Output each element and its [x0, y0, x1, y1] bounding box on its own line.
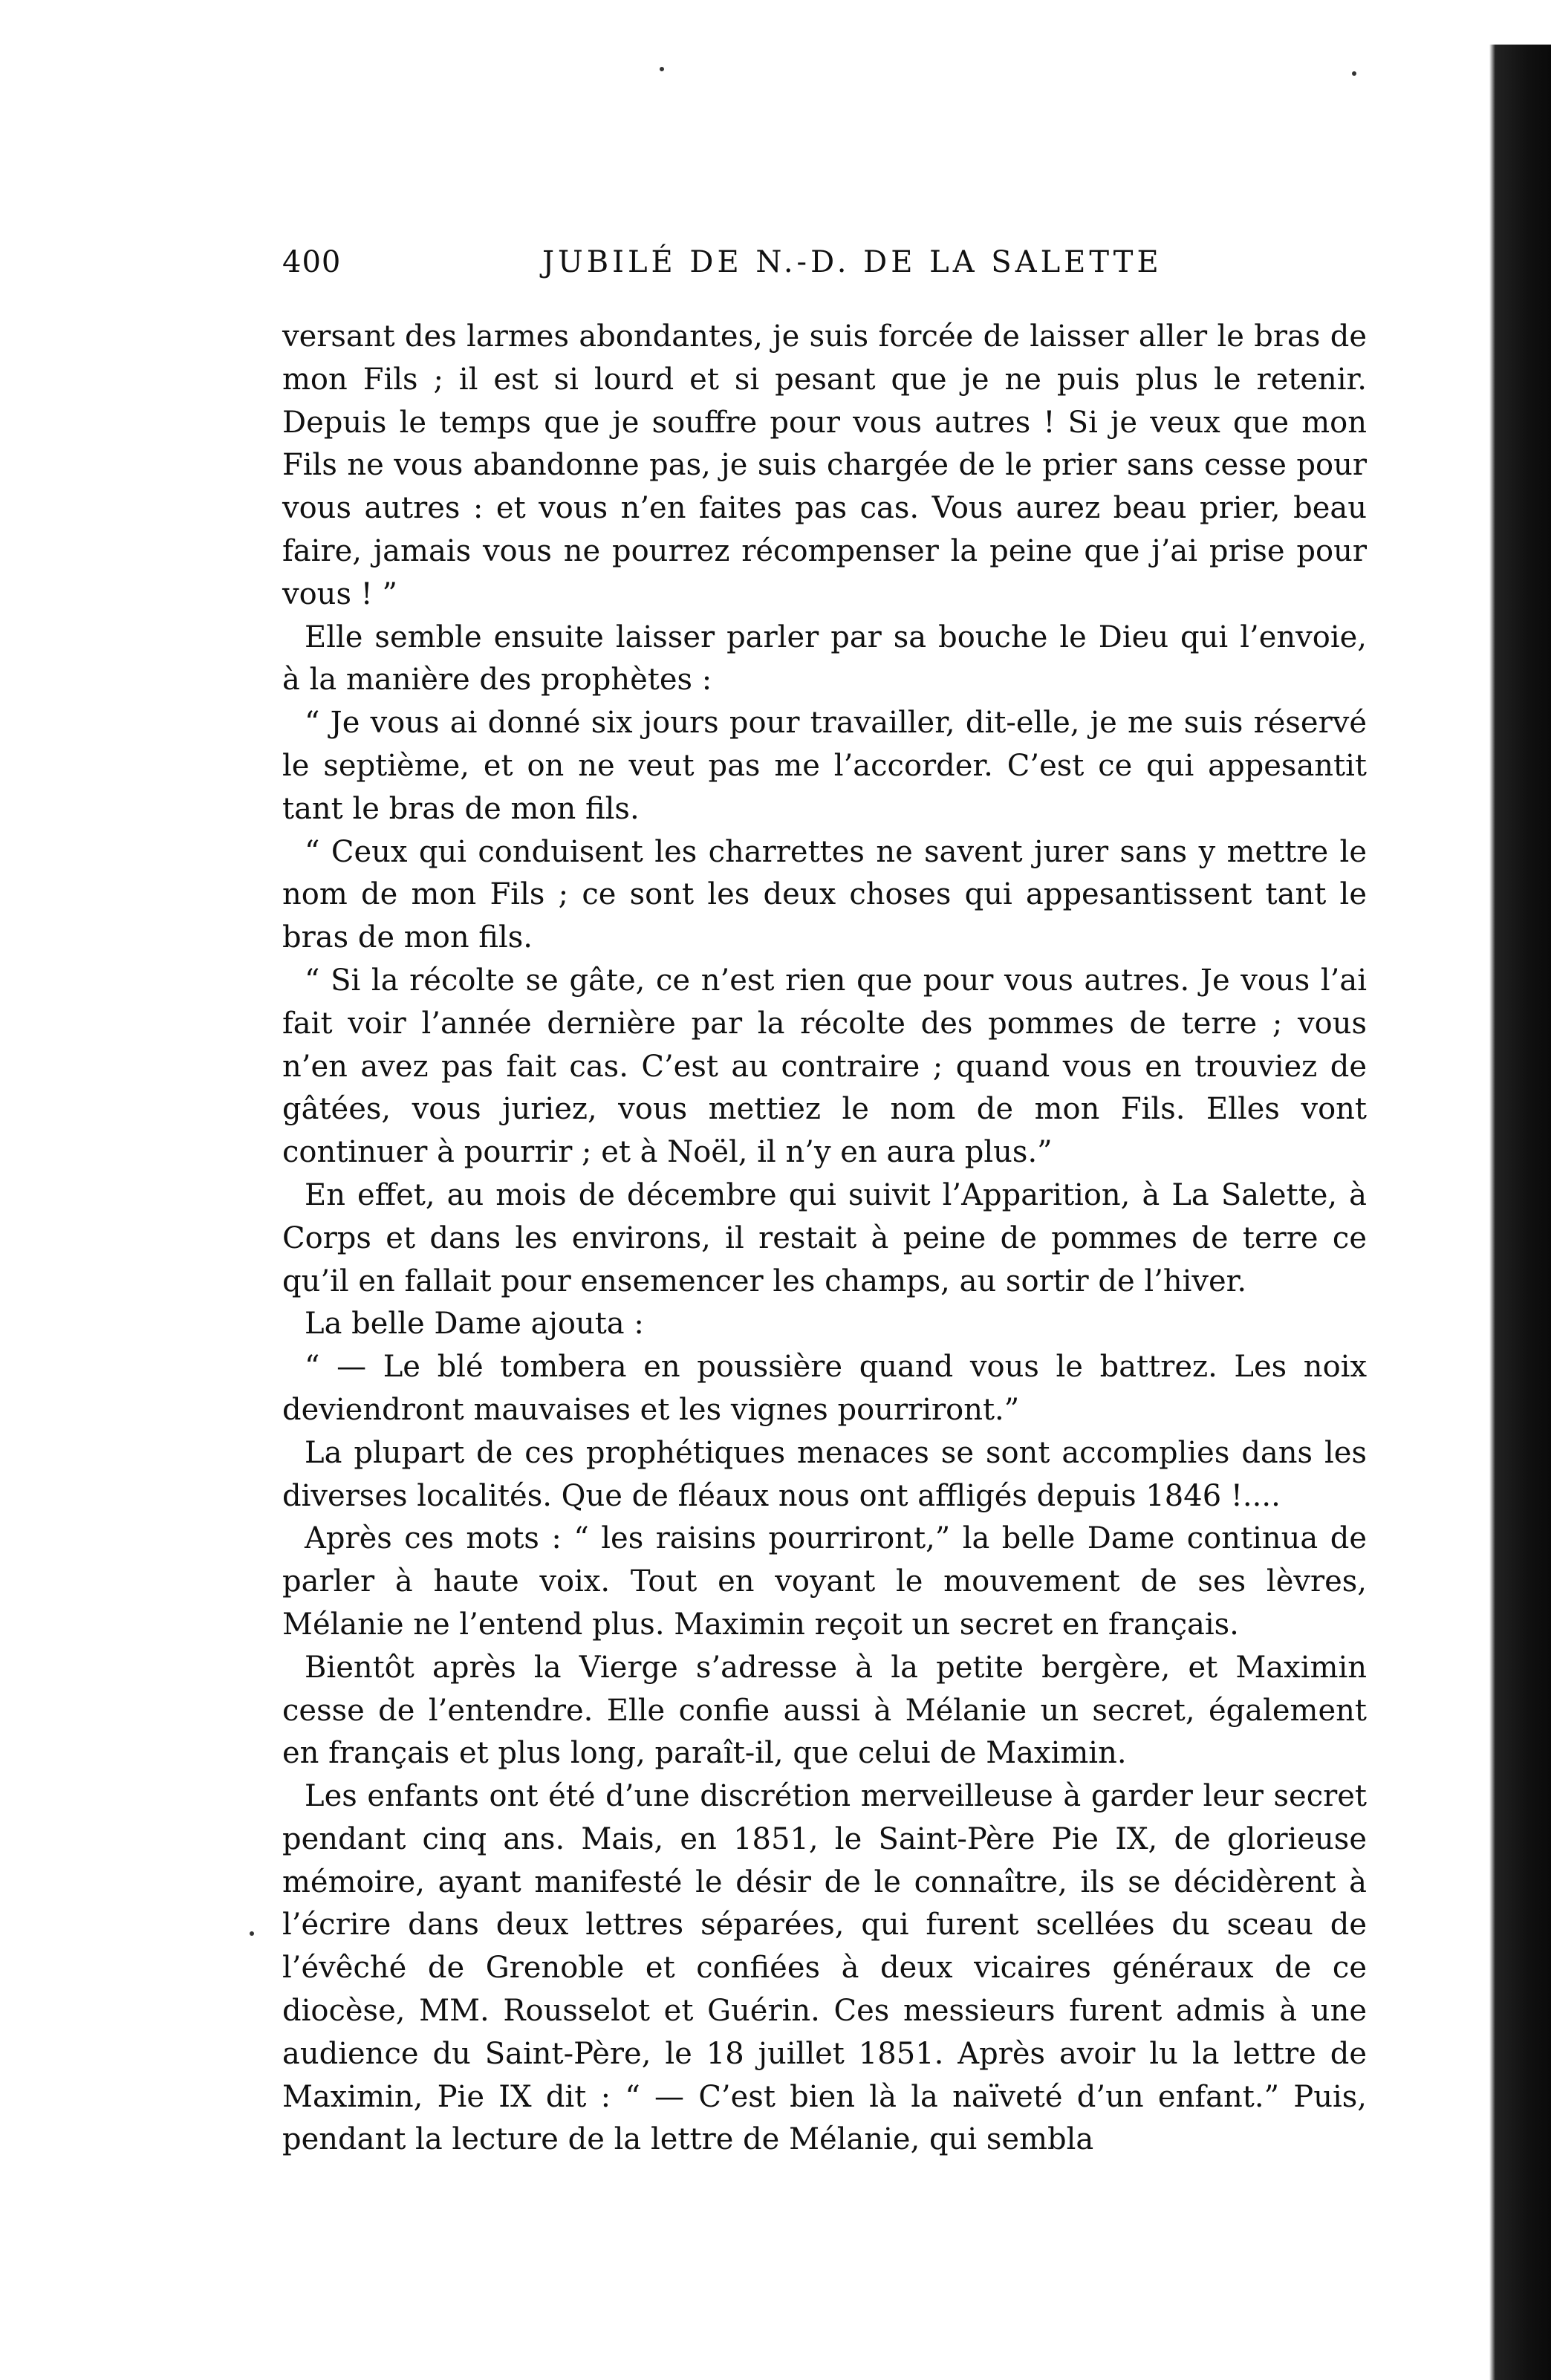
scan-speck — [660, 67, 664, 71]
page-header — [282, 245, 1367, 282]
paragraph: “ — Le blé tombera en poussière quand vous le battrez. Les noix deviendront mauvaises et les vignes pourriront.” — [282, 1350, 1367, 1427]
paragraph: “ Ceux qui conduisent les charrettes ne savent jurer sans y mettre le nom de mon Fils ; ce sont les deux choses qui appesantissent tant le bras de mon fils. — [282, 834, 1367, 955]
book-binding-edge — [1452, 45, 1551, 2380]
paragraph: “ Je vous ai donné six jours pour travailler, dit-elle, je me suis réservé le septième, et on ne veut pas me l’accorder. C’est ce qui appesantit tant le bras de mon fils. — [282, 706, 1367, 826]
paragraph: Elle semble ensuite laisser parler par sa bouche le Dieu qui l’envoie, à la manière des prophètes : — [282, 620, 1367, 698]
scan-speck — [250, 1931, 254, 1936]
paragraph: Bientôt après la Vierge s’adresse à la petite bergère, et Maximin cesse de l’entendre. Elle confie aussi à Mélanie un secret, également en français et plus long, paraît-il, que celui de Maximin. — [282, 1650, 1367, 1771]
paragraph: “ Si la récolte se gâte, ce n’est rien que pour vous autres. Je vous l’ai fait voir l’année dernière par la récolte des pommes de terre ; vous n’en avez pas fait cas. C’est au contraire ; quand vous en trouviez de gâtées, vous juriez, vous mettiez le nom de mon Fils. Elles vont continuer à pourrir ; et à Noël, il n’y en aura plus.” — [282, 963, 1367, 1170]
paragraph: En effet, au mois de décembre qui suivit l’Apparition, à La Salette, à Corps et dans les environs, il restait à peine de pommes de terre ce qu’il en fallait pour ensemencer les champs, au sortir de l’hiver. — [282, 1177, 1367, 1298]
scan-speck — [1352, 71, 1356, 76]
body-text — [282, 316, 1367, 2162]
paragraph: Après ces mots : “ les raisins pourriront,” la belle Dame continua de parler à haute voix. Tout en voyant le mouvement de ses lèvres, Mélanie ne l’entend plus. Maximin reçoit un secret en français. — [282, 1521, 1367, 1642]
running-head: JUBILÉ DE N.-D. DE LA SALETTE — [542, 245, 1163, 279]
paragraph: La belle Dame ajouta : — [305, 1307, 644, 1342]
paragraph: La plupart de ces prophétiques menaces se sont accomplies dans les diverses localités. Que de fléaux nous ont affligés depuis 1846 !.... — [282, 1435, 1367, 1513]
paragraph: Les enfants ont été d’une discrétion merveilleuse à garder leur secret pendant cinq ans. Mais, en 1851, le Saint-Père Pie IX, de glorieuse mémoire, ayant manifesté le désir de le connaître, ils se décidèrent à l’écrire dans deux lettres séparées, qui furent scellées du sceau de l’évêché de Grenoble et confiées à deux vicaires généraux de ce diocèse, MM. Rousselot et Guérin. Ces messieurs furent admis à une audience du Saint-Père, le 18 juillet 1851. Après avoir lu la lettre de Maximin, Pie IX dit : “ — C’est bien là la naïveté d’un enfant.” Puis, pendant la lecture de la lettre de Mélanie, qui sembla — [282, 1779, 1367, 2157]
page-number: 400 — [282, 245, 342, 279]
paragraph: versant des larmes abondantes, je suis forcée de laisser aller le bras de mon Fils ; il est si lourd et si pesant que je ne puis plus le retenir. Depuis le temps que je souffre pour vous autres ! Si je veux que mon Fils ne vous abandonne pas, je suis chargée de le prier sans cesse pour vous autres : et vous n’en faites pas cas. Vous aurez beau prier, beau faire, jamais vous ne pourrez récompenser la peine que j’ai prise pour vous ! ” — [282, 319, 1367, 611]
